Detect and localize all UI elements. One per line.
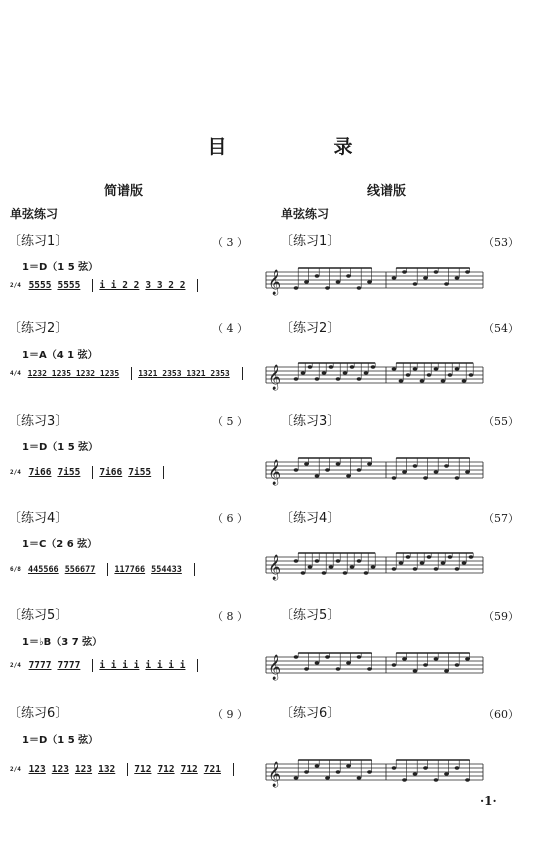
note-head [294,468,299,471]
note-head [357,559,362,562]
note-group: 123 [28,764,46,775]
note-head [371,565,376,568]
key-signature: 1＝C（2 6 弦） [22,539,98,550]
note-head [325,776,330,779]
note-head [304,770,309,773]
staff-column-heading: 线谱版 [367,184,407,199]
note-head [434,270,439,273]
note-head [413,464,418,467]
note-group: 123 [51,764,69,775]
staff-section-heading: 单弦练习 [281,207,330,221]
note-head [448,373,453,376]
note-group: 7i55 [128,467,152,478]
note-head [325,655,330,658]
note-head [406,555,411,558]
note-head [469,373,474,376]
note-head [336,377,341,380]
note-head [350,565,355,568]
note-group: 556677 [64,565,96,575]
note-head [315,274,320,277]
barline [92,279,93,292]
note-head [350,365,355,368]
note-head [455,766,460,769]
note-head [465,270,470,273]
note-group: 117766 [114,565,146,575]
barline [163,466,164,479]
note-head [325,468,330,471]
note-head [434,567,439,570]
note-group: i i i i [145,660,186,671]
time-signature: 2/4 [10,765,21,773]
note-head [357,655,362,658]
note-head [413,567,418,570]
note-head [294,655,299,658]
note-head [434,470,439,473]
jianpu-notation [10,659,198,672]
note-head [399,561,404,564]
staff-entry-title[interactable]: 〔练习1〕 [280,234,341,249]
note-group: 3 3 2 2 [145,280,186,291]
staff-entry-page: （55） [483,415,519,428]
note-group: 7i55 [57,467,81,478]
treble-clef-icon: 𝄞 [268,365,282,390]
key-signature: 1＝D（1 5 弦） [22,262,99,273]
jianpu-entry-page: （ 8 ） [212,610,248,623]
note-head [455,476,460,479]
note-head [325,286,330,289]
note-head [434,778,439,781]
jianpu-entry-page: （ 3 ） [212,236,248,249]
note-head [455,367,460,370]
note-head [315,764,320,767]
note-head [402,657,407,660]
treble-clef-icon: 𝄞 [268,655,282,680]
jianpu-entry-title[interactable]: 〔练习1〕 [8,234,69,249]
barline [92,659,93,672]
note-head [444,282,449,285]
time-signature: 4/4 [10,369,21,377]
note-group: 554433 [151,565,182,575]
jianpu-notation [10,763,234,776]
note-head [343,571,348,574]
staff-notation [262,260,487,305]
note-head [357,776,362,779]
barline [92,466,93,479]
note-group: 7777 [28,660,52,671]
note-head [462,379,467,382]
page-title: 目 录 [207,136,397,158]
note-head [455,663,460,666]
staff-notation [262,645,487,690]
barline [127,763,128,776]
staff-entry-page: （59） [483,610,519,623]
note-head [294,377,299,380]
barline [131,367,132,380]
note-head [444,464,449,467]
note-head [444,772,449,775]
staff-entry-page: （60） [483,708,519,721]
jianpu-notation [10,466,164,479]
note-head [434,367,439,370]
note-head [294,776,299,779]
barline [197,279,198,292]
note-head [294,286,299,289]
jianpu-notation [10,279,198,292]
note-group: i i 2 2 [99,280,140,291]
note-group: 721 [203,764,221,775]
note-head [336,462,341,465]
staff-entry-title[interactable]: 〔练习2〕 [280,321,341,336]
note-head [357,377,362,380]
note-head [357,286,362,289]
note-group: 1321 2353 1321 2353 [138,369,230,378]
note-head [392,766,397,769]
note-head [304,462,309,465]
jianpu-entry-title[interactable]: 〔练习3〕 [8,414,69,429]
note-head [392,663,397,666]
note-head [455,567,460,570]
note-group: 5555 [57,280,81,291]
key-signature: 1＝♭B（3 7 弦） [22,637,103,648]
key-signature: 1＝D（1 5 弦） [22,735,99,746]
note-head [423,276,428,279]
note-head [304,667,309,670]
note-head [413,282,418,285]
note-head [315,559,320,562]
note-group: i i i i [99,660,140,671]
note-head [392,476,397,479]
note-head [329,565,334,568]
note-head [315,377,320,380]
note-head [346,764,351,767]
staff-notation [262,355,487,400]
note-head [336,770,341,773]
note-head [434,657,439,660]
treble-clef-icon: 𝄞 [268,555,282,580]
note-group: 445566 [27,565,59,575]
note-head [462,561,467,564]
jianpu-entry-page: （ 4 ） [212,322,248,335]
time-signature: 6/8 [10,565,21,573]
jianpu-entry-page: （ 9 ） [212,708,248,721]
note-head [402,778,407,781]
note-head [336,667,341,670]
note-head [441,379,446,382]
note-group: 123 [74,764,93,775]
note-group: 712 [134,764,152,775]
note-head [322,571,327,574]
jianpu-column-heading: 简谱版 [104,184,144,199]
note-head [413,367,418,370]
barline [107,563,108,576]
note-head [364,571,369,574]
note-head [294,559,299,562]
staff-entry-title[interactable]: 〔练习5〕 [280,608,341,623]
note-head [308,365,313,368]
jianpu-entry-title[interactable]: 〔练习5〕 [8,608,69,623]
key-signature: 1＝A（4 1 弦） [22,350,98,361]
staff-entry-page: （53） [483,236,519,249]
note-head [367,667,372,670]
note-head [336,559,341,562]
note-head [364,371,369,374]
note-head [402,470,407,473]
note-head [357,468,362,471]
note-head [427,555,432,558]
staff-entry-page: （57） [483,512,519,525]
barline [197,659,198,672]
key-signature: 1＝D（1 5 弦） [22,442,99,453]
note-group: 1232 1235 1232 1235 [27,369,120,378]
note-head [392,276,397,279]
note-head [371,365,376,368]
note-head [423,663,428,666]
staff-notation [262,545,487,590]
note-head [465,778,470,781]
note-head [413,669,418,672]
staff-notation [262,450,487,495]
note-head [304,280,309,283]
note-head [367,770,372,773]
jianpu-entry-title[interactable]: 〔练习2〕 [8,321,69,336]
note-head [399,379,404,382]
note-head [308,565,313,568]
barline [242,367,243,380]
note-group: 7777 [57,660,81,671]
note-head [322,371,327,374]
barline [194,563,195,576]
note-group: 132 [98,764,116,775]
note-group: 5555 [28,280,52,291]
page-number: ·1· [480,794,497,808]
note-group: 7i66 [99,467,123,478]
jianpu-entry-page: （ 5 ） [212,415,248,428]
note-head [336,280,341,283]
note-head [406,373,411,376]
staff-notation [262,752,487,797]
treble-clef-icon: 𝄞 [268,270,282,295]
jianpu-notation [10,367,243,380]
barline [233,763,234,776]
staff-entry-title[interactable]: 〔练习6〕 [280,706,341,721]
note-head [367,280,372,283]
note-head [455,276,460,279]
treble-clef-icon: 𝄞 [268,762,282,787]
time-signature: 2/4 [10,661,21,669]
note-head [413,772,418,775]
note-head [423,476,428,479]
jianpu-entry-title[interactable]: 〔练习6〕 [8,706,69,721]
note-head [465,657,470,660]
treble-clef-icon: 𝄞 [268,460,282,485]
note-head [392,567,397,570]
note-head [301,371,306,374]
note-head [420,561,425,564]
note-head [420,379,425,382]
note-head [346,661,351,664]
note-head [346,474,351,477]
note-head [469,555,474,558]
note-head [346,274,351,277]
jianpu-section-heading: 单弦练习 [10,207,59,221]
note-head [301,571,306,574]
note-head [402,270,407,273]
time-signature: 2/4 [10,281,21,289]
note-head [448,555,453,558]
time-signature: 2/4 [10,468,21,476]
note-head [423,766,428,769]
staff-entry-title[interactable]: 〔练习4〕 [280,511,341,526]
note-group: 712 [180,764,198,775]
jianpu-entry-page: （ 6 ） [212,512,248,525]
note-head [392,367,397,370]
note-head [441,561,446,564]
note-group: 7i66 [28,467,52,478]
jianpu-notation [10,563,195,576]
note-head [427,373,432,376]
note-head [367,462,372,465]
note-head [343,371,348,374]
note-head [465,470,470,473]
note-group: 712 [157,764,175,775]
note-head [315,474,320,477]
note-head [444,669,449,672]
staff-entry-page: （54） [483,322,519,335]
staff-entry-title[interactable]: 〔练习3〕 [280,414,341,429]
note-head [315,661,320,664]
note-head [329,365,334,368]
jianpu-entry-title[interactable]: 〔练习4〕 [8,511,69,526]
